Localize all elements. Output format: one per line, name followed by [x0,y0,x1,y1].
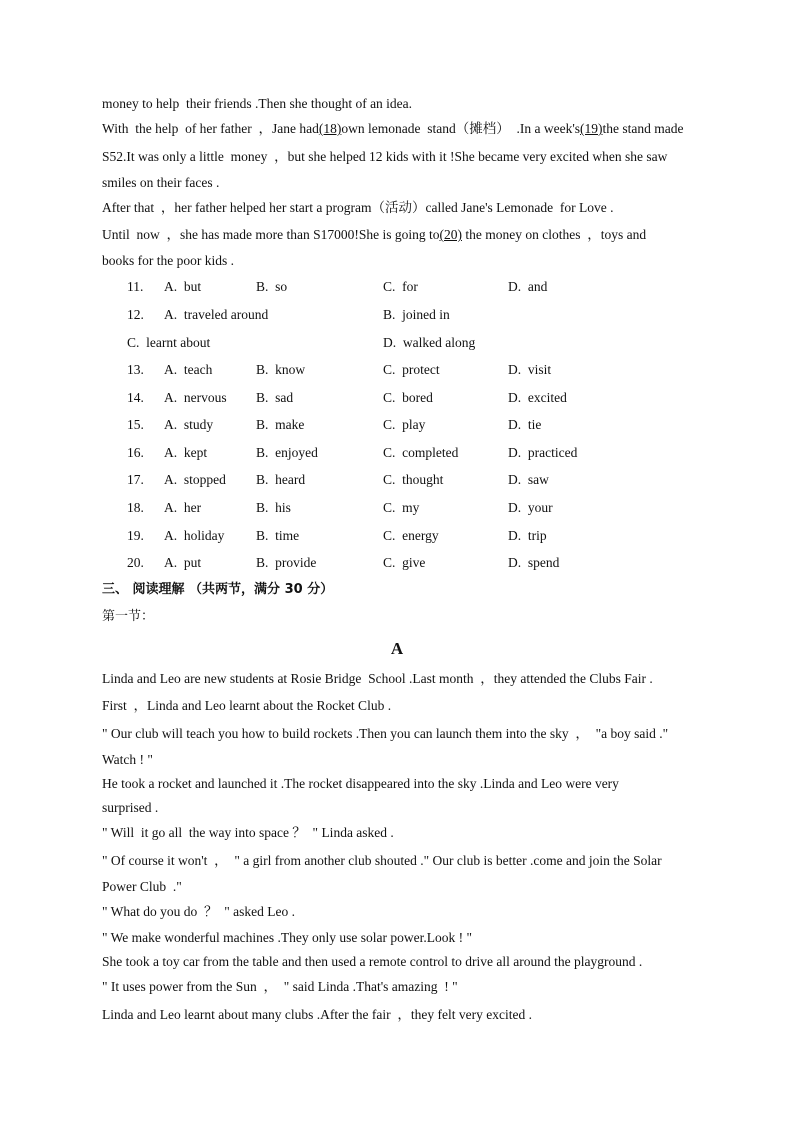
passage-line: surprised . [102,800,159,815]
passage-line: " It uses power from the Sun ， " said Linda .That's amazing ! " [102,979,458,994]
section-heading: 三、 阅读理解 （共两节，满分 30 分） [102,582,334,597]
question-row: 14. A. nervous B. sad C. bored D. excited [127,390,567,405]
passage-line: " Of course it won't ， " a girl from another club shouted ." Our club is better .come and join the Solar [102,853,662,868]
passage-line: He took a rocket and launched it .The rocket disappeared into the sky .Linda and Leo were very [102,776,619,791]
passage-line: " We make wonderful machines .They only use solar power.Look ! " [102,930,472,945]
passage-line: Until now ，she has made more than S17000!She is going to(20) the money on clothes ，toys and [102,227,647,242]
blank-18: (18) [318,121,342,136]
question-row: 17. A. stopped B. heard C. thought D. saw [127,472,549,487]
passage-line: " Our club will teach you how to build rockets .Then you can launch them into the sky ， "a boy said ." [102,726,669,741]
question-row: 16. A. kept B. enjoyed C. completed D. practiced [127,445,578,460]
blank-19: (19) [580,121,603,136]
question-row: 20. A. put B. provide C. give D. spend [127,555,560,570]
passage-line: After that ，her father helped her start a program（活动）called Jane's Lemonade for Love . [102,200,614,215]
passage-line: Linda and Leo learnt about many clubs .After the fair ，they felt very excited . [102,1007,532,1022]
passage-label: A [390,639,404,658]
question-row: 15. A. study B. make C. play D. tie [127,417,542,432]
question-row: 12. A. traveled around B. joined in [127,307,450,322]
passage-line: With the help of her father ，Jane had(18)own lemonade stand（摊档） .In a week's(19)the stand made [102,121,684,136]
passage-line: Linda and Leo are new students at Rosie Bridge School .Last month ，they attended the Clubs Fair . [102,671,653,686]
passage-line: S52.It was only a little money ，but she helped 12 kids with it !She became very excited when she saw [102,149,668,164]
passage-line: Power Club ." [102,879,182,894]
passage-line: " Will it go all the way into space ？ " Linda asked . [102,825,394,840]
question-row: 19. A. holiday B. time C. energy D. trip [127,528,547,543]
passage-line: First ，Linda and Leo learnt about the Rocket Club . [102,698,392,713]
passage-line: Watch ! " [102,752,153,767]
passage-line: " What do you do ？ " asked Leo . [102,904,295,919]
passage-line: smiles on their faces . [102,175,220,190]
passage-line: money to help their friends .Then she thought of an idea. [102,96,413,111]
question-row: 11. A. but B. so C. for D. and [127,279,548,294]
question-row: C. learnt about D. walked along [127,335,476,350]
blank-20: (20) [439,227,462,242]
question-row: 13. A. teach B. know C. protect D. visit [127,362,552,377]
passage-line: She took a toy car from the table and then used a remote control to drive all around the playground . [102,954,643,969]
question-row: 18. A. her B. his C. my D. your [127,500,553,515]
passage-line: books for the poor kids . [102,253,234,268]
section-subheading: 第一节： [102,609,155,624]
